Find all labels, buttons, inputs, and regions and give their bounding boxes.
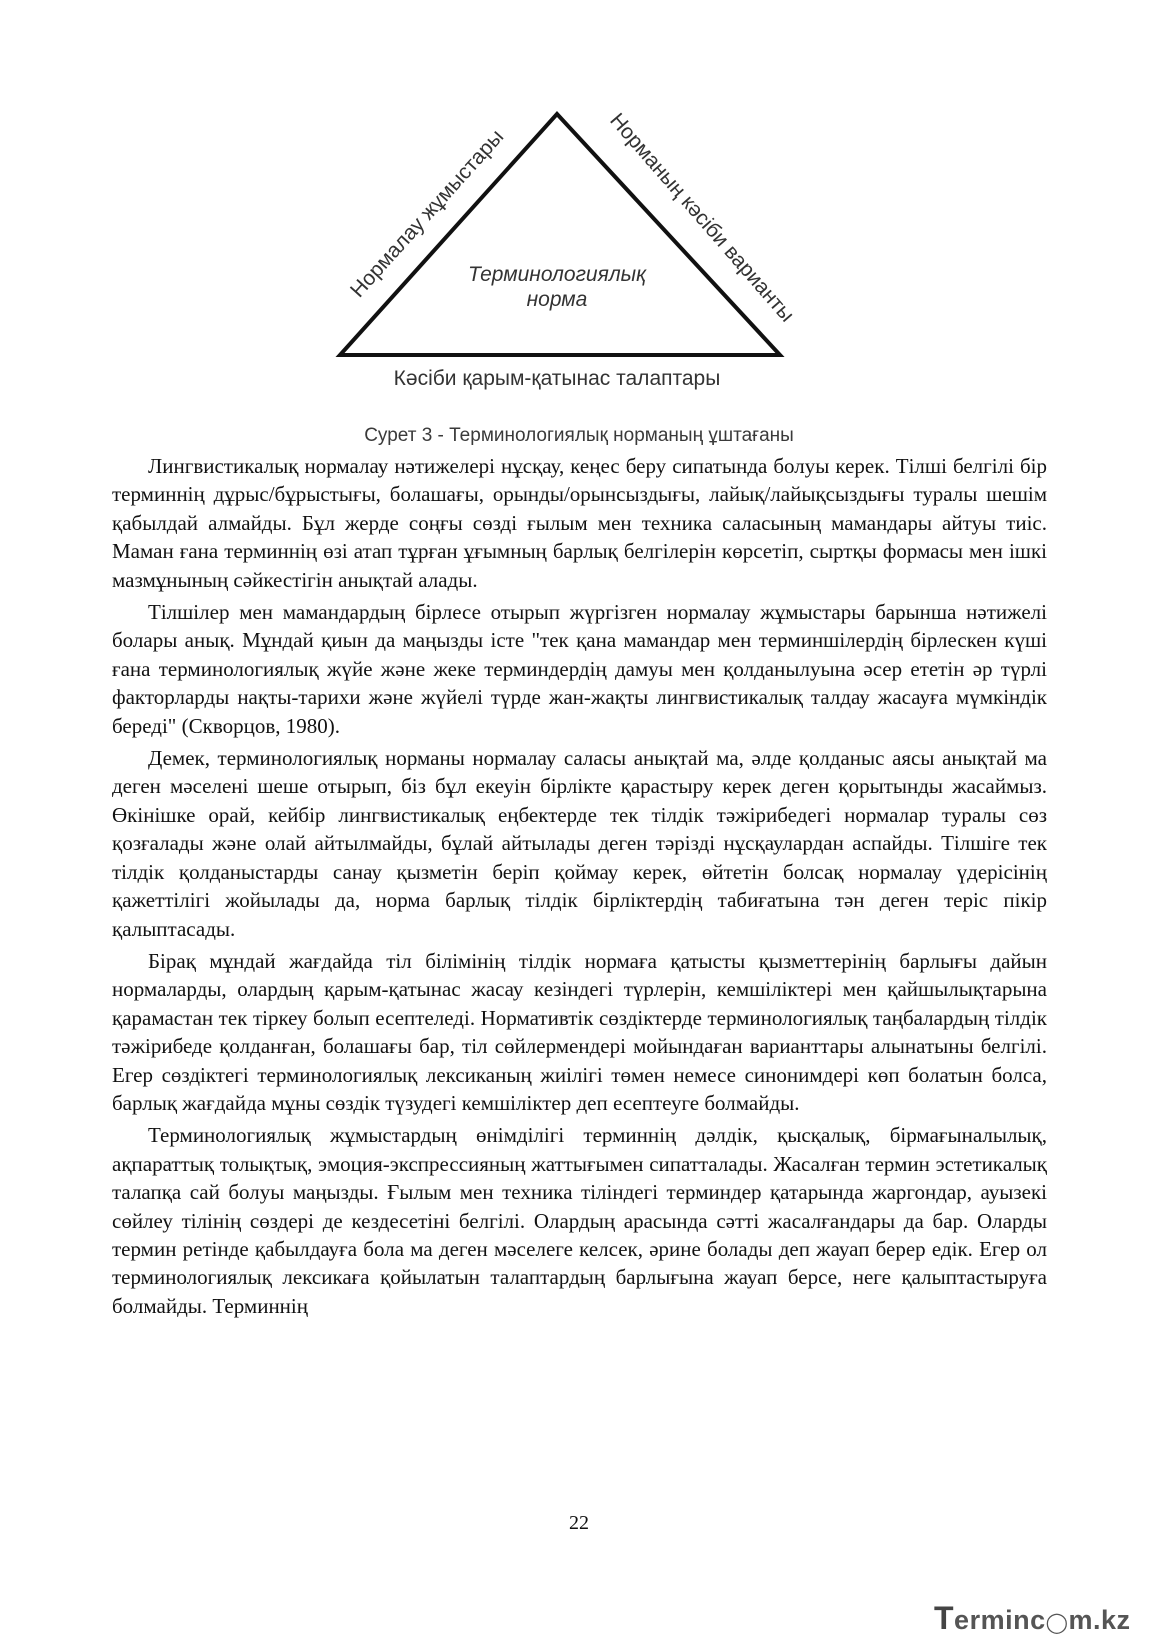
left-side-label: Нормалау жұмыстары — [345, 125, 509, 303]
page-number: 22 — [569, 1512, 589, 1534]
paragraph: Демек, терминологиялық норманы нормалау саласы анықтай ма, әлде қолданыс аясы анықтай ма деген мәселені шеше отырып, біз бұл екеуін бірлікте қарастыру керек деген қорытынды жасаймыз. Өкінішке орай, кейбір лингвистикалық еңбектерде тек тілдік тәжірибедегі нормалар туралы сөз қозғалады және олай айтылмайды, бұлай айтылады деген тәрізді нұсқаулардан аспайды. Тілшіге тек тілдік қолданыстарды санау қызметін беріп қоймау керек, өйтетін болсақ нормалау үдерісінің қажеттілігі жойылады да, норма барлық тілдік бірліктердің табиғатына тән деген теріс пікір қалыптасады. — [112, 746, 1047, 941]
triangle-diagram — [0, 0, 1158, 460]
watermark-tail: m.kz — [1068, 1605, 1131, 1635]
paragraph: Тілшілер мен мамандардың бірлесе отырып жүргізген нормалау жұмыстары барынша нәтижелі болары анық. Мұндай қиын да маңызды істе "тек қана мамандар мен терминшілердің бірлескен күші ғана терминологиялық жүйе және жеке терминдердің дамуы мен қолданылуына әсер ететін әр түрлі факторларды нақты-тарихи және жүйелі түрде жан-жақты лингвистикалық талдау жасауға мүмкіндік береді" (Скворцов, 1980). — [112, 600, 1047, 738]
paragraph: Терминологиялық жұмыстардың өнімділігі терминнің дәлдік, қысқалық, бірмағыналылық, ақпараттық толықтық, эмоция-экспрессияның жаттығымен сипатталады. Жасалған термин эстетикалық талапқа сай болуы маңызды. Ғылым мен техника тіліндегі терминдер қатарында жаргондар, ауызекі сөйлеу тілінің сөздері де кездесетіні белгілі. Олардың арасында сәтті жасалғандары да бар. Оларды термин ретінде қабылдауға бола ма деген мәселеге келсек, әрине болады деп жауап берер едік. Егер ол терминологиялық лексикаға қойылатын талаптардың барлығына жауап берсе, неге қалыптастыруға болмайды. Терминнің — [112, 1123, 1047, 1318]
center-label-line1: Терминологиялық — [467, 263, 647, 286]
magnifier-icon: ◯ — [1045, 1612, 1069, 1634]
paragraph: Лингвистикалық нормалау нәтижелері нұсқау, кеңес беру сипатында болуы керек. Тілші белгілі бір терминнің дұрыс/бұрыстығы, болашағы, орынды/орынсыздығы, лайық/лайықсыздығы туралы шешім қабылдай алмайды. Бұл жерде соңғы сөзді ғылым мен техника саласының мамандары айтуы тиіс. Маман ғана терминнің өзі атап тұрған ұғымның барлық белгілерін көрсетіп, сыртқы формасы мен ішкі мазмұнының сәйкестігін анықтай алады. — [112, 454, 1047, 592]
bottom-label: Кәсіби қарым-қатынас талаптары — [393, 367, 721, 390]
center-label-line2: норма — [526, 288, 588, 311]
watermark-first-letter: T — [934, 1600, 955, 1636]
paragraph: Бірақ мұндай жағдайда тіл білімінің тілдік нормаға қатысты қызметтерінің барлығы дайын нормаларды, олардың қарым-қатынас жасау кезіндегі түрлерін, кемшіліктері мен қайшылықтарына қарамастан тек тіркеу болып есептеледі. Нормативтік сөздіктерде терминологиялық таңбалардың тілдік тәжірибеде қолданған, болашағы бар, тіл сөйлермендері мойындаған варианттары алынатыны белгілі. Егер сөздіктегі терминологиялық лексиканың жиілігі төмен немесе синонимдері көп болатын болса, барлық жағдайда мұны сөздік түзудегі кемшіліктер деп есептеуге болмайды. — [112, 948, 1047, 1115]
body-text — [112, 452, 1047, 1324]
triangle-figure — [0, 0, 1158, 460]
right-side-label: Норманың кәсіби варианты — [605, 108, 799, 327]
watermark-text: erminc — [954, 1605, 1046, 1635]
site-watermark-logo — [934, 1600, 1131, 1637]
figure-caption: Сурет 3 - Терминологиялық норманың ұштағаны — [364, 425, 794, 446]
